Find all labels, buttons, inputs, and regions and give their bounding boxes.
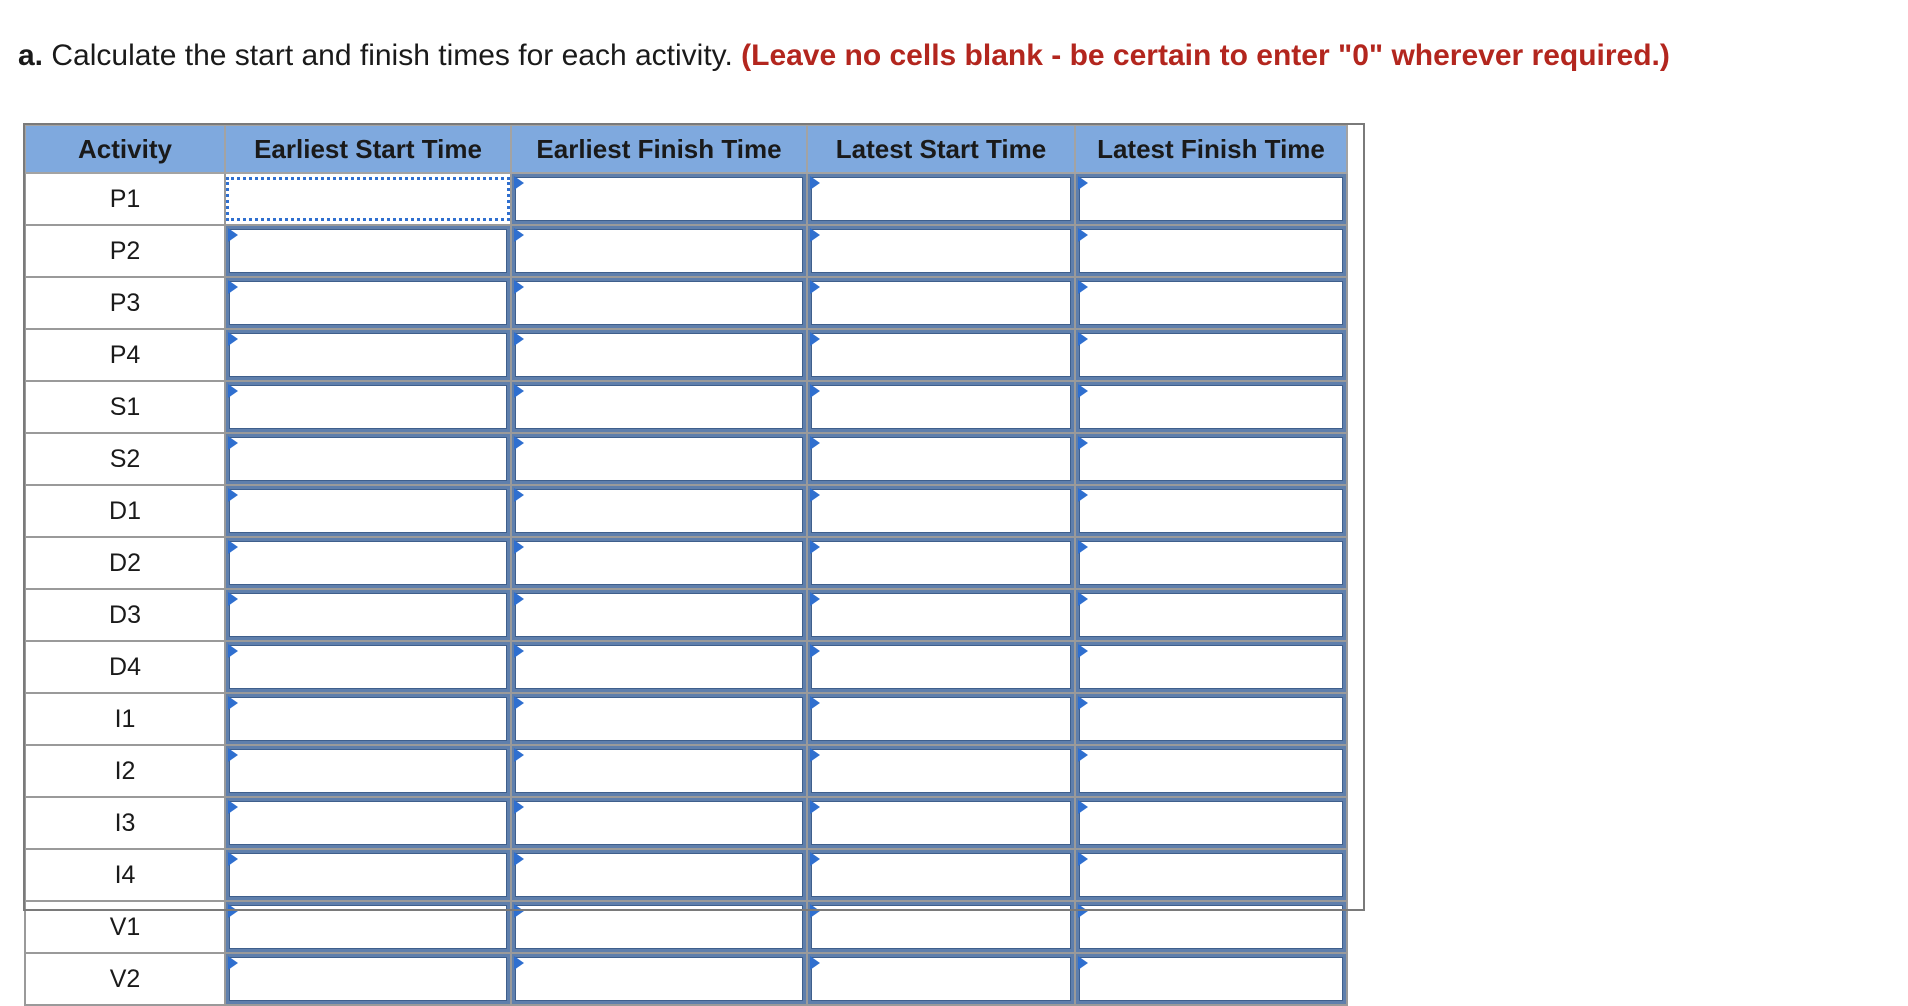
triangle-right-marker-icon <box>810 384 820 398</box>
earliest-finish-input[interactable] <box>515 333 803 377</box>
triangle-right-marker-icon <box>228 852 238 866</box>
table-row <box>25 797 1347 849</box>
activity-label: I2 <box>25 745 225 797</box>
answer-cell <box>511 797 807 849</box>
answer-cell <box>807 693 1075 745</box>
triangle-right-marker-icon <box>228 384 238 398</box>
triangle-right-marker-icon <box>810 540 820 554</box>
latest-start-input[interactable] <box>811 489 1071 533</box>
earliest-start-input[interactable] <box>229 645 507 689</box>
triangle-right-marker-icon <box>228 488 238 502</box>
latest-finish-input[interactable] <box>1079 749 1343 793</box>
activity-label: D4 <box>25 641 225 693</box>
answer-cell <box>807 589 1075 641</box>
earliest-finish-input[interactable] <box>515 801 803 845</box>
activity-label: S2 <box>25 433 225 485</box>
table-row <box>25 329 1347 381</box>
triangle-right-marker-icon <box>810 488 820 502</box>
question-prompt <box>18 36 1670 76</box>
answer-cell <box>511 901 807 953</box>
triangle-right-marker-icon <box>514 488 524 502</box>
question-text: Calculate the start and finish times for each activity. <box>43 39 742 72</box>
answer-cell <box>511 329 807 381</box>
triangle-right-marker-icon <box>810 228 820 242</box>
triangle-right-marker-icon <box>1078 748 1088 762</box>
answer-cell <box>1075 485 1347 537</box>
answer-cell <box>225 433 511 485</box>
latest-finish-input[interactable] <box>1079 593 1343 637</box>
table-header-row <box>25 125 1347 173</box>
answer-cell <box>225 849 511 901</box>
activity-label: I1 <box>25 693 225 745</box>
earliest-finish-input[interactable] <box>515 749 803 793</box>
answer-cell <box>807 641 1075 693</box>
activity-label: D1 <box>25 485 225 537</box>
earliest-finish-input[interactable] <box>515 853 803 897</box>
answer-cell <box>1075 797 1347 849</box>
triangle-right-marker-icon <box>810 748 820 762</box>
earliest-start-input[interactable] <box>229 593 507 637</box>
answer-cell <box>807 173 1075 225</box>
table-row <box>25 849 1347 901</box>
latest-start-input[interactable] <box>811 333 1071 377</box>
table-row <box>25 225 1347 277</box>
answer-cell <box>225 589 511 641</box>
activity-label: I4 <box>25 849 225 901</box>
triangle-right-marker-icon <box>1078 904 1088 918</box>
answer-cell <box>225 329 511 381</box>
table-row <box>25 485 1347 537</box>
answer-cell <box>807 433 1075 485</box>
triangle-right-marker-icon <box>1078 644 1088 658</box>
activity-label: D3 <box>25 589 225 641</box>
answer-cell <box>225 745 511 797</box>
earliest-start-input[interactable] <box>226 177 510 221</box>
latest-finish-input[interactable] <box>1079 489 1343 533</box>
answer-cell <box>225 693 511 745</box>
latest-start-input[interactable] <box>811 385 1071 429</box>
latest-finish-input[interactable] <box>1079 333 1343 377</box>
answer-cell <box>511 277 807 329</box>
answer-cell <box>1075 173 1347 225</box>
triangle-right-marker-icon <box>514 852 524 866</box>
earliest-finish-input[interactable] <box>515 593 803 637</box>
table-row <box>25 901 1347 953</box>
triangle-right-marker-icon <box>1078 540 1088 554</box>
latest-start-input[interactable] <box>811 697 1071 741</box>
earliest-finish-input[interactable] <box>515 177 803 221</box>
header-earliest-finish-time: Earliest Finish Time <box>511 125 807 173</box>
table-row <box>25 641 1347 693</box>
triangle-right-marker-icon <box>228 280 238 294</box>
earliest-start-input[interactable] <box>229 905 507 949</box>
activity-times-table <box>24 124 1348 1006</box>
earliest-start-input[interactable] <box>229 957 507 1001</box>
triangle-right-marker-icon <box>1078 852 1088 866</box>
header-activity: Activity <box>25 125 225 173</box>
triangle-right-marker-icon <box>514 748 524 762</box>
activity-label: S1 <box>25 381 225 433</box>
triangle-right-marker-icon <box>514 904 524 918</box>
answer-cell <box>807 485 1075 537</box>
latest-finish-input[interactable] <box>1079 177 1343 221</box>
latest-finish-input[interactable] <box>1079 853 1343 897</box>
triangle-right-marker-icon <box>1078 956 1088 970</box>
earliest-start-input[interactable] <box>229 281 507 325</box>
activity-label: V2 <box>25 953 225 1005</box>
triangle-right-marker-icon <box>228 644 238 658</box>
earliest-finish-input[interactable] <box>515 281 803 325</box>
answer-cell <box>1075 589 1347 641</box>
latest-finish-input[interactable] <box>1079 801 1343 845</box>
triangle-right-marker-icon <box>810 280 820 294</box>
triangle-right-marker-icon <box>1078 176 1088 190</box>
answer-cell <box>1075 641 1347 693</box>
earliest-finish-input[interactable] <box>515 541 803 585</box>
table-row <box>25 953 1347 1005</box>
triangle-right-marker-icon <box>228 436 238 450</box>
answer-cell <box>225 641 511 693</box>
answer-cell <box>511 641 807 693</box>
triangle-right-marker-icon <box>228 592 238 606</box>
triangle-right-marker-icon <box>1078 800 1088 814</box>
latest-finish-input[interactable] <box>1079 957 1343 1001</box>
latest-finish-input[interactable] <box>1079 905 1343 949</box>
answer-cell <box>1075 745 1347 797</box>
earliest-start-input[interactable] <box>229 541 507 585</box>
table-row <box>25 173 1347 225</box>
answer-cell <box>511 433 807 485</box>
triangle-right-marker-icon <box>514 280 524 294</box>
answer-cell <box>807 225 1075 277</box>
answer-cell <box>511 953 807 1005</box>
triangle-right-marker-icon <box>514 800 524 814</box>
triangle-right-marker-icon <box>810 332 820 346</box>
latest-finish-input[interactable] <box>1079 385 1343 429</box>
latest-start-input[interactable] <box>811 281 1071 325</box>
answer-cell <box>1075 693 1347 745</box>
triangle-right-marker-icon <box>1078 696 1088 710</box>
answer-cell <box>225 277 511 329</box>
answer-cell <box>807 329 1075 381</box>
earliest-finish-input[interactable] <box>515 957 803 1001</box>
earliest-finish-input[interactable] <box>515 645 803 689</box>
latest-finish-input[interactable] <box>1079 229 1343 273</box>
triangle-right-marker-icon <box>228 696 238 710</box>
header-earliest-start-time: Earliest Start Time <box>225 125 511 173</box>
answer-cell <box>511 537 807 589</box>
earliest-start-input[interactable] <box>229 489 507 533</box>
table-row <box>25 745 1347 797</box>
latest-start-input[interactable] <box>811 177 1071 221</box>
answer-cell <box>1075 849 1347 901</box>
answer-cell <box>807 537 1075 589</box>
latest-start-input[interactable] <box>811 541 1071 585</box>
answer-cell <box>1075 433 1347 485</box>
triangle-right-marker-icon <box>1078 592 1088 606</box>
latest-start-input[interactable] <box>811 645 1071 689</box>
earliest-start-input[interactable] <box>229 229 507 273</box>
activity-label: D2 <box>25 537 225 589</box>
answer-cell <box>511 485 807 537</box>
answer-cell <box>511 589 807 641</box>
answer-cell <box>1075 225 1347 277</box>
triangle-right-marker-icon <box>810 800 820 814</box>
header-latest-finish-time: Latest Finish Time <box>1075 125 1347 173</box>
latest-finish-input[interactable] <box>1079 281 1343 325</box>
triangle-right-marker-icon <box>810 436 820 450</box>
earliest-start-input[interactable] <box>229 749 507 793</box>
earliest-finish-input[interactable] <box>515 905 803 949</box>
triangle-right-marker-icon <box>810 852 820 866</box>
answer-cell <box>511 849 807 901</box>
triangle-right-marker-icon <box>810 644 820 658</box>
latest-start-input[interactable] <box>811 593 1071 637</box>
triangle-right-marker-icon <box>514 384 524 398</box>
answer-cell <box>807 277 1075 329</box>
activity-label: P1 <box>25 173 225 225</box>
table-row <box>25 693 1347 745</box>
answer-cell <box>1075 329 1347 381</box>
triangle-right-marker-icon <box>514 228 524 242</box>
answer-cell <box>807 901 1075 953</box>
activity-label: P3 <box>25 277 225 329</box>
triangle-right-marker-icon <box>1078 436 1088 450</box>
triangle-right-marker-icon <box>1078 488 1088 502</box>
answer-cell <box>511 745 807 797</box>
earliest-start-input[interactable] <box>229 385 507 429</box>
answer-cell <box>807 849 1075 901</box>
table-row <box>25 589 1347 641</box>
table-row <box>25 381 1347 433</box>
answer-cell <box>1075 901 1347 953</box>
triangle-right-marker-icon <box>514 644 524 658</box>
triangle-right-marker-icon <box>1078 332 1088 346</box>
latest-start-input[interactable] <box>811 905 1071 949</box>
triangle-right-marker-icon <box>228 956 238 970</box>
answer-cell <box>225 225 511 277</box>
answer-cell <box>225 381 511 433</box>
latest-finish-input[interactable] <box>1079 541 1343 585</box>
triangle-right-marker-icon <box>228 800 238 814</box>
answer-cell <box>1075 953 1347 1005</box>
earliest-finish-input[interactable] <box>515 697 803 741</box>
triangle-right-marker-icon <box>228 228 238 242</box>
triangle-right-marker-icon <box>810 956 820 970</box>
answer-cell <box>225 537 511 589</box>
answer-cell <box>225 901 511 953</box>
triangle-right-marker-icon <box>228 540 238 554</box>
triangle-right-marker-icon <box>514 956 524 970</box>
earliest-start-input[interactable] <box>229 437 507 481</box>
triangle-right-marker-icon <box>810 176 820 190</box>
activity-label: P2 <box>25 225 225 277</box>
table-row <box>25 277 1347 329</box>
earliest-start-input[interactable] <box>229 801 507 845</box>
triangle-right-marker-icon <box>514 696 524 710</box>
triangle-right-marker-icon <box>810 592 820 606</box>
answer-cell <box>807 381 1075 433</box>
triangle-right-marker-icon <box>514 176 524 190</box>
triangle-right-marker-icon <box>228 904 238 918</box>
earliest-finish-input[interactable] <box>515 437 803 481</box>
activity-label: I3 <box>25 797 225 849</box>
triangle-right-marker-icon <box>810 696 820 710</box>
latest-finish-input[interactable] <box>1079 437 1343 481</box>
latest-start-input[interactable] <box>811 229 1071 273</box>
answer-cell <box>225 953 511 1005</box>
earliest-finish-input[interactable] <box>515 385 803 429</box>
latest-start-input[interactable] <box>811 437 1071 481</box>
triangle-right-marker-icon <box>1078 228 1088 242</box>
answer-cell <box>511 381 807 433</box>
answer-cell <box>511 173 807 225</box>
triangle-right-marker-icon <box>228 332 238 346</box>
latest-start-input[interactable] <box>811 801 1071 845</box>
activity-label: V1 <box>25 901 225 953</box>
table-row <box>25 537 1347 589</box>
question-label: a. <box>18 39 44 72</box>
triangle-right-marker-icon <box>1078 384 1088 398</box>
answer-cell <box>807 745 1075 797</box>
triangle-right-marker-icon <box>514 436 524 450</box>
answer-cell <box>511 225 807 277</box>
earliest-start-input[interactable] <box>229 333 507 377</box>
answer-cell <box>1075 537 1347 589</box>
earliest-start-input[interactable] <box>229 853 507 897</box>
latest-start-input[interactable] <box>811 749 1071 793</box>
activity-label: P4 <box>25 329 225 381</box>
triangle-right-marker-icon <box>810 904 820 918</box>
answer-cell <box>511 693 807 745</box>
earliest-finish-input[interactable] <box>515 229 803 273</box>
answer-cell <box>1075 277 1347 329</box>
answer-cell <box>807 953 1075 1005</box>
latest-finish-input[interactable] <box>1079 697 1343 741</box>
triangle-right-marker-icon <box>514 332 524 346</box>
answer-cell <box>807 797 1075 849</box>
triangle-right-marker-icon <box>514 592 524 606</box>
earliest-finish-input[interactable] <box>515 489 803 533</box>
answer-cell <box>225 485 511 537</box>
triangle-right-marker-icon <box>1078 280 1088 294</box>
answer-cell <box>225 173 511 225</box>
answer-cell <box>1075 381 1347 433</box>
earliest-start-input[interactable] <box>229 697 507 741</box>
triangle-right-marker-icon <box>228 748 238 762</box>
latest-finish-input[interactable] <box>1079 645 1343 689</box>
table-row <box>25 433 1347 485</box>
header-latest-start-time: Latest Start Time <box>807 125 1075 173</box>
answer-cell <box>225 797 511 849</box>
question-note: (Leave no cells blank - be certain to enter "0" wherever required.) <box>741 39 1670 72</box>
latest-start-input[interactable] <box>811 957 1071 1001</box>
latest-start-input[interactable] <box>811 853 1071 897</box>
triangle-right-marker-icon <box>514 540 524 554</box>
